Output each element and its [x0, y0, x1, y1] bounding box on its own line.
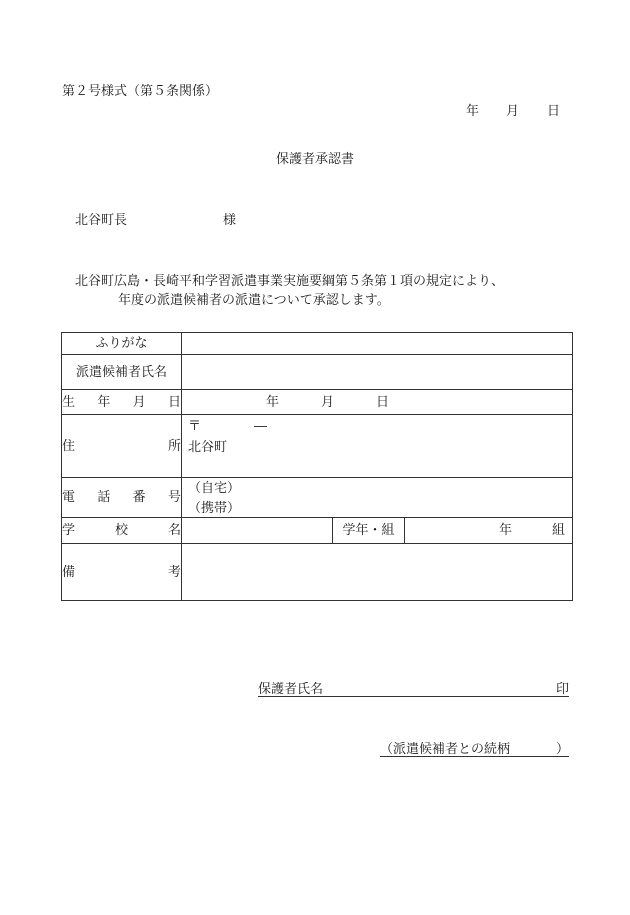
address-town: 北谷町: [188, 440, 228, 455]
date-year-label: 年: [466, 104, 480, 119]
postal-dash: ―: [254, 419, 267, 434]
birthdate-month-label: 月: [321, 395, 335, 410]
class-label: 組: [552, 523, 566, 538]
addressee-honorific: 様: [223, 213, 237, 228]
birthdate-value-cell: [182, 390, 573, 415]
phone-row: [62, 478, 573, 518]
phone-value-cell: [182, 478, 573, 518]
form-number: 第２号様式（第５条関係）: [62, 84, 219, 99]
guardian-signature-line: [258, 682, 569, 697]
candidate-name-row: [62, 355, 573, 390]
address-value-cell: [182, 415, 573, 478]
school-name-label: 学 校 名: [62, 518, 182, 544]
school-row: [62, 518, 573, 544]
birthdate-label: 生 年 月 日: [62, 390, 182, 415]
birthdate-day-label: 日: [376, 395, 390, 410]
phone-mobile-label: （携帯）: [188, 501, 241, 516]
remarks-row: [62, 544, 573, 601]
postal-mark: 〒: [188, 419, 202, 434]
birthdate-row: [62, 390, 573, 415]
date-month-label: 月: [506, 104, 520, 119]
body-line-1: 北谷町広島・長崎平和学習派遣事業実施要綱第５条第１項の規定により、: [75, 274, 505, 289]
birthdate-year-label: 年: [266, 395, 280, 410]
school-name-value-cell: [182, 518, 333, 544]
phone-label: 電 話 番 号: [62, 478, 182, 518]
relationship-open-label: （派遣候補者との続柄: [380, 742, 511, 757]
seal-label: 印: [555, 682, 569, 697]
applicant-info-table: [61, 332, 573, 601]
furigana-row: [62, 333, 573, 355]
date-day-label: 日: [547, 104, 561, 119]
grade-class-label: 学年・組: [333, 518, 405, 544]
remarks-value-cell: [182, 544, 573, 601]
addressee-name: 北谷町長: [75, 213, 128, 228]
address-label: 住 所: [62, 415, 182, 478]
grade-label: 年: [499, 523, 513, 538]
address-row: [62, 415, 573, 478]
furigana-label: ふりがな: [62, 333, 182, 355]
remarks-label: 備 考: [62, 544, 182, 601]
candidate-name-label: 派遣候補者氏名: [62, 355, 182, 390]
relationship-line: [380, 742, 569, 757]
furigana-value-cell: [182, 333, 573, 355]
candidate-name-value-cell: [182, 355, 573, 390]
phone-home-label: （自宅）: [188, 481, 241, 496]
document-title: 保護者承認書: [276, 152, 355, 167]
relationship-close-paren: ）: [555, 742, 569, 757]
body-line-2: 年度の派遣候補者の派遣について承認します。: [118, 293, 390, 308]
guardian-name-label: 保護者氏名: [258, 682, 324, 697]
grade-class-value-cell: [405, 518, 573, 544]
